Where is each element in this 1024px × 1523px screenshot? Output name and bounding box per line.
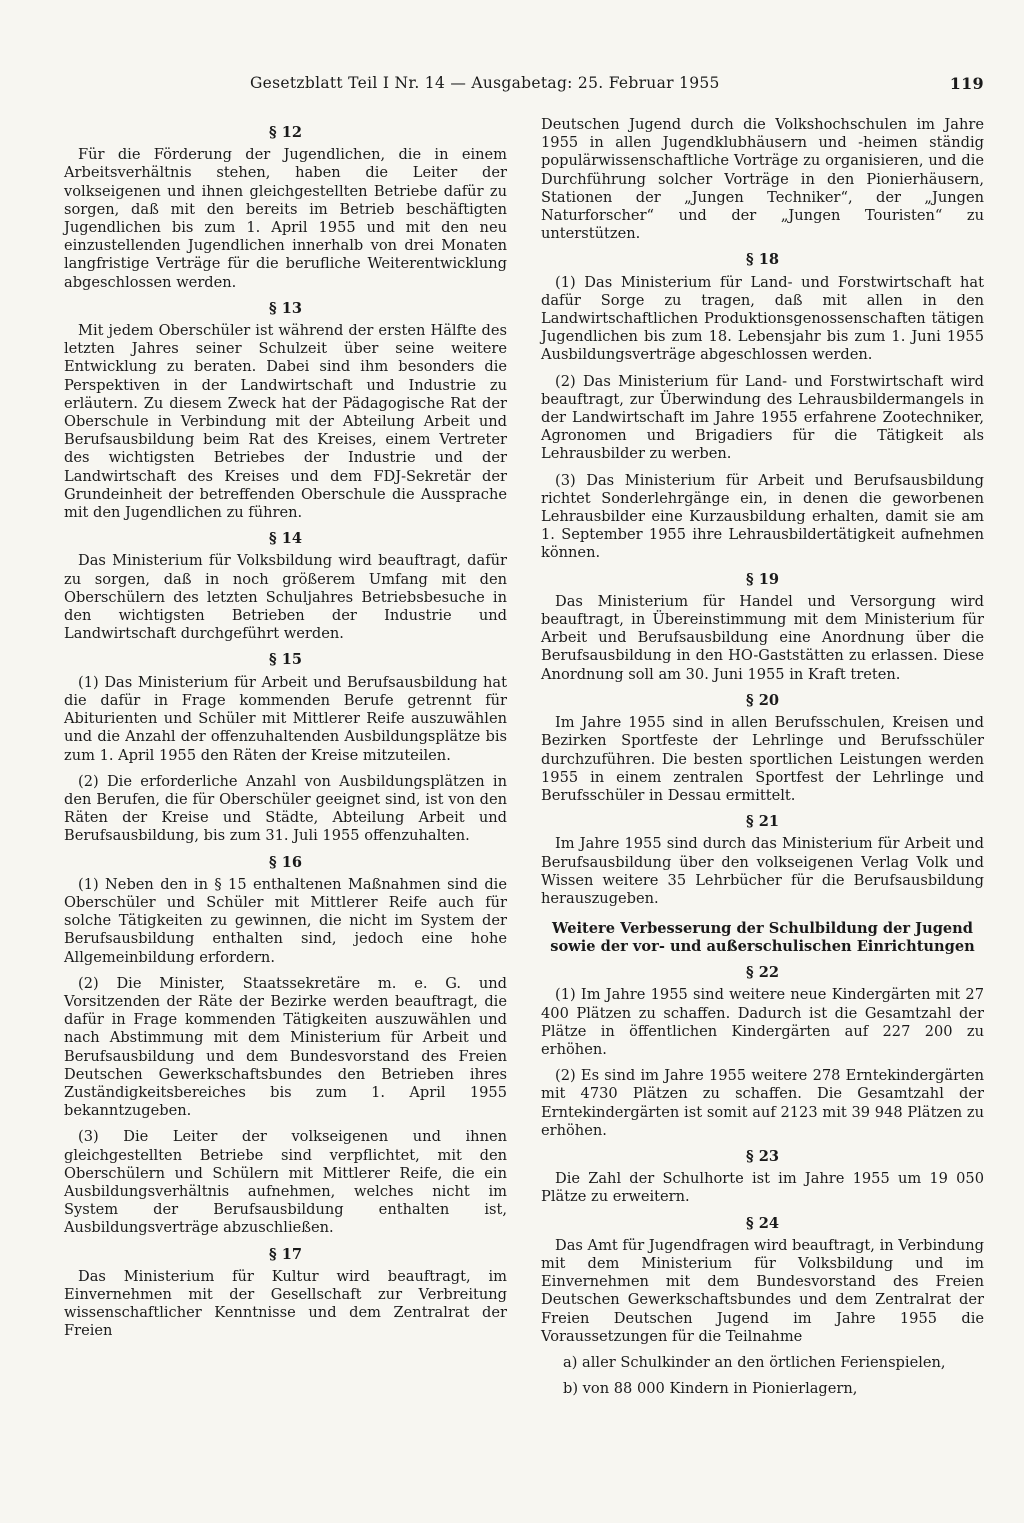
- section-heading: § 22: [745, 964, 780, 982]
- chapter-title: [541, 920, 984, 956]
- right-column: [541, 116, 984, 1406]
- paragraph: (2) Die Minister, Staatssekretäre m. e. G. und Vorsitzenden der Räte der Bezirke werden beauftragt, die dafür in Frage kommenden Tätigkeiten auszuwählen und nach Abstimmung mit dem Ministerium für Arbeit und Berufsausbildung und dem Bundesvorstand des Freien Deutschen Gewerkschaftsbundes den Betrieben ihres Zuständigkeitsbereiches bis zum 1. April 1955 bekanntzugeben.: [64, 974, 507, 1120]
- section-heading: § 20: [745, 691, 780, 709]
- section-heading: § 21: [745, 813, 780, 831]
- section-heading: § 18: [745, 251, 780, 269]
- section-heading: § 15: [268, 651, 303, 669]
- paragraph: (2) Es sind im Jahre 1955 weitere 278 Erntekindergärten mit 4730 Plätzen zu schaffen. Die Gesamtzahl der Erntekindergärten ist somit auf 2123 mit 39 948 Plätzen zu erhöhen.: [541, 1067, 984, 1139]
- chapter-title-line-1: Weitere Verbesserung der Schulbildung der Jugend: [552, 920, 973, 938]
- paragraph: (2) Das Ministerium für Land- und Forstwirtschaft wird beauftragt, zur Überwindung des Lehrausbildermangels in der Landwirtschaft im Jahre 1955 erfahrene Zootechniker, Agronomen und Brigadiers für die Tätigkeit als Lehrausbilder zu werben.: [541, 372, 984, 463]
- paragraph: Das Ministerium für Volksbildung wird beauftragt, dafür zu sorgen, daß in noch größerem Umfang mit den Oberschülern des letzten Schuljahres Betriebsbesuche in den wichtigsten Betrieben der Industrie und Landwirtschaft durchgeführt werden.: [64, 552, 507, 643]
- page-header: [250, 74, 984, 92]
- section-heading: § 17: [268, 1245, 303, 1263]
- paragraph: (1) Neben den in § 15 enthaltenen Maßnahmen sind die Oberschüler und Schüler mit Mittlerer Reife auch für solche Tätigkeiten zu gewinnen, die nicht im System der Berufsausbildung enthalten sind, jedoch eine hohe Allgemeinbildung erfordern.: [64, 875, 507, 966]
- paragraph-continuation: Deutschen Jugend durch die Volkshochschulen im Jahre 1955 in allen Jugendklubhäusern und -heimen ständig populärwissenschaftliche Vorträge zu organisieren, und die Durchführung solcher Vorträge in den Pionierhäusern, Stationen der „Jungen Techniker“, der „Jungen Naturforscher“ und der „Jungen Touristen“ zu unterstützen.: [541, 116, 984, 243]
- section-heading: § 19: [745, 570, 780, 588]
- chapter-title-line-2: sowie der vor- und außerschulischen Einrichtungen: [550, 938, 975, 956]
- paragraph: Die Zahl der Schulhorte ist im Jahre 1955 um 19 050 Plätze zu erweitern.: [541, 1170, 984, 1206]
- paragraph: Im Jahre 1955 sind durch das Ministerium für Arbeit und Berufsausbildung über den volkseigenen Verlag Volk und Wissen weitere 35 Lehrbücher für die Berufsausbildung herauszugeben.: [541, 835, 984, 907]
- paragraph: Das Amt für Jugendfragen wird beauftragt, in Verbindung mit dem Ministerium für Volksbildung und im Einvernehmen mit dem Bundesvorstand des Freien Deutschen Gewerkschaftsbundes und dem Zentralrat der Freien Deutschen Jugend im Jahre 1955 die Voraussetzungen für die Teilnahme: [541, 1236, 984, 1345]
- section-heading: § 12: [268, 124, 303, 141]
- left-column: [64, 116, 507, 1406]
- paragraph: (3) Die Leiter der volkseigenen und ihnen gleichgestellten Betriebe sind verpflichtet, mit den Oberschülern und Schülern mit Mittlerer Reife, die ein Ausbildungsverhältnis aufnehmen, welches nicht im System der Berufsausbildung enthalten ist, Ausbildungsverträge abzuschließen.: [64, 1128, 507, 1237]
- paragraph: Mit jedem Oberschüler ist während der ersten Hälfte des letzten Jahres seiner Schulzeit über seine weitere Entwicklung zu beraten. Dabei sind ihm besonders die Perspektiven in der Landwirtschaft und Industrie zu erläutern. Zu diesem Zweck hat der Pädagogische Rat der Oberschule in Verbindung mit der Abteilung Arbeit und Berufsausbildung beim Rat des Kreises, einem Vertreter des wichtigsten Betriebes der Industrie und der Landwirtschaft des Kreises und dem FDJ-Sekretär der Grundeinheit der betreffenden Oberschule die Aussprache mit den Jugendlichen zu führen.: [64, 322, 507, 522]
- paragraph: Das Ministerium für Kultur wird beauftragt, im Einvernehmen mit der Gesellschaft zur Verbreitung wissenschaftlicher Kenntnisse und dem Zentralrat der Freien: [64, 1267, 507, 1340]
- page-number: 119: [949, 74, 984, 93]
- paragraph: (1) Das Ministerium für Arbeit und Berufsausbildung hat die dafür in Frage kommenden Berufe getrennt für Abiturienten und Schüler mit Mittlerer Reife auszuwählen und die Anzahl der offenzuhaltenden Ausbildungsplätze bis zum 1. April 1955 den Räten der Kreise mitzuteilen.: [64, 673, 507, 764]
- paragraph: Das Ministerium für Handel und Versorgung wird beauftragt, in Übereinstimmung mit dem Ministerium für Arbeit und Berufsausbildung eine Anordnung über die Berufsausbildung in den HO-Gaststätten zu erlassen. Diese Anordnung soll am 30. Juni 1955 in Kraft treten.: [541, 592, 984, 683]
- list-item: b) von 88 000 Kindern in Pionierlagern,: [563, 1380, 858, 1398]
- section-heading: § 16: [268, 853, 303, 871]
- text-columns: [64, 116, 984, 1406]
- section-heading: § 24: [745, 1214, 780, 1232]
- section-heading: § 14: [268, 530, 303, 548]
- paragraph: (2) Die erforderliche Anzahl von Ausbildungsplätzen in den Berufen, die für Oberschüler geeignet sind, ist von den Räten der Kreise und Städte, Abteilung Arbeit und Berufsausbildung, bis zum 31. Juli 1955 offenzuhalten.: [64, 772, 507, 845]
- paragraph: Im Jahre 1955 sind in allen Berufsschulen, Kreisen und Bezirken Sportfeste der Lehrlinge und Berufsschüler durchzuführen. Die besten sportlichen Leistungen werden 1955 in einem zentralen Sportfest der Lehrlinge und Berufsschüler in Dessau ermittelt.: [541, 714, 984, 804]
- section-heading: § 13: [268, 299, 303, 317]
- paragraph: (1) Das Ministerium für Land- und Forstwirtschaft hat dafür Sorge zu tragen, daß mit allen in den Landwirtschaftlichen Produktionsgenossenschaften tätigen Jugendlichen bis zum 18. Lebensjahr bis zum 1. Juni 1955 Ausbildungsverträge abgeschlossen werden.: [541, 273, 984, 364]
- section-heading: § 23: [745, 1147, 780, 1165]
- paragraph: (1) Im Jahre 1955 sind weitere neue Kindergärten mit 27 400 Plätzen zu schaffen. Dadurch ist die Gesamtzahl der Plätze in öffentlichen Kindergärten auf 227 200 zu erhöhen.: [541, 986, 984, 1058]
- paragraph: Für die Förderung der Jugendlichen, die in einem Arbeitsverhältnis stehen, haben die Leiter der volkseigenen und ihnen gleichgestellten Betriebe dafür zu sorgen, daß mit den bereits im Betrieb beschäftigten Jugendlichen bis zum 1. April 1955 und mit den neu einzustellenden Jugendlichen innerhalb von drei Monaten langfristige Verträge für die berufliche Weiterentwicklung abgeschlossen werden.: [64, 146, 507, 291]
- header-title: Gesetzblatt Teil I Nr. 14 — Ausgabetag: 25. Februar 1955: [250, 74, 720, 92]
- paragraph: (3) Das Ministerium für Arbeit und Berufsausbildung richtet Sonderlehrgänge ein, in denen die geworbenen Lehrausbilder eine Kurzausbildung erhalten, damit sie am 1. September 1955 ihre Lehrausbildertätigkeit aufnehmen können.: [541, 471, 984, 562]
- list-item: a) aller Schulkinder an den örtlichen Ferienspielen,: [563, 1353, 946, 1371]
